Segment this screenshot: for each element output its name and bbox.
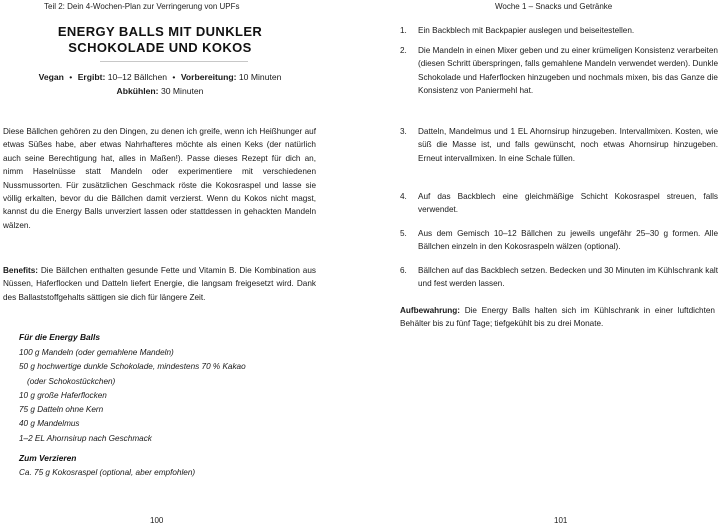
method-step xyxy=(400,190,718,217)
decor-item: Ca. 75 g Kokosraspel (optional, aber empfohlen) xyxy=(19,468,196,477)
left-running-head: Teil 2: Dein 4-Wochen-Plan zur Verringerung von UPFs xyxy=(44,2,240,11)
ingredient-item: 100 g Mandeln (oder gemahlene Mandeln) xyxy=(19,348,174,357)
step-number: 5. xyxy=(400,229,407,238)
ingredient-item: 50 g hochwertige dunkle Schokolade, mindestens 70 % Kakao xyxy=(19,362,246,372)
ingredient-item: 10 g große Haferflocken xyxy=(19,390,107,400)
meta-prep-label: Vorbereitung: xyxy=(180,72,237,82)
benefits-text: Die Bällchen enthalten gesunde Fette und Vitamin B. Die Kombination aus Nüssen, Haferflocken und Datteln liefert Energie, die langsam freigesetzt wird. Dank des Ballaststoffgehalts sättigen sie dich für längere Zeit. xyxy=(3,266,316,302)
storage-label: Aufbewahrung: xyxy=(400,306,461,315)
recipe-title-line-2: SCHOKOLADE UND KOKOS xyxy=(68,40,252,55)
ingredients-heading: Für die Energy Balls xyxy=(19,332,100,342)
decor-list xyxy=(19,466,195,480)
ingredient-item: 75 g Datteln ohne Kern xyxy=(19,405,104,415)
left-page-number: 100 xyxy=(150,516,164,525)
method-step xyxy=(400,44,718,98)
bullet-separator: • xyxy=(172,72,176,82)
benefits-label: Benefits: xyxy=(3,266,39,275)
storage-paragraph xyxy=(400,304,715,331)
step-text: Auf das Backblech eine gleichmäßige Schicht Kokosraspel streuen, falls verwendet. xyxy=(418,192,718,215)
ingredient-item: (oder Schokostückchen) xyxy=(27,376,116,386)
recipe-title xyxy=(40,24,280,56)
meta-chill-label: Abkühlen: xyxy=(116,86,159,96)
step-text: Aus dem Gemisch 10–12 Bällchen zu jeweils ungefähr 25–30 g formen. Alle Bällchen einzeln in den Kokosraspeln wälzen (optional). xyxy=(418,229,718,252)
storage-text: Die Energy Balls halten sich im Kühlschrank in einer luftdichten Behälter bis zu fünf Tage; tiefgekühlt bis zu drei Monate. xyxy=(400,306,715,329)
meta-prep-value: 10 Minuten xyxy=(238,72,282,82)
title-divider xyxy=(100,61,248,62)
ingredient-item: 1–2 EL Ahornsirup nach Geschmack xyxy=(19,433,152,443)
step-text: Bällchen auf das Backblech setzen. Bedecken und 30 Minuten im Kühlschrank kalt und fest werden lassen. xyxy=(418,266,718,289)
step-number: 4. xyxy=(400,192,407,201)
meta-vegan: Vegan xyxy=(38,72,64,82)
meta-yield-value: 10–12 Bällchen xyxy=(107,72,168,82)
meta-yield-label: Ergibt: xyxy=(77,72,106,82)
step-text: Ein Backblech mit Backpapier auslegen und beiseitestellen. xyxy=(418,26,635,35)
meta-line-2 xyxy=(10,84,310,98)
recipe-title-line-1: ENERGY BALLS MIT DUNKLER xyxy=(57,24,263,39)
bullet-separator: • xyxy=(69,72,73,82)
benefits-paragraph xyxy=(3,264,316,304)
method-step xyxy=(400,227,718,254)
meta-chill-value: 30 Minuten xyxy=(160,86,204,96)
step-number: 2. xyxy=(400,46,407,55)
ingredient-item: 40 g Mandelmus xyxy=(19,419,80,429)
right-page xyxy=(360,0,720,525)
right-running-head: Woche 1 – Snacks und Getränke xyxy=(495,2,613,11)
method-step xyxy=(400,264,718,291)
decor-heading: Zum Verzieren xyxy=(19,453,77,463)
step-number: 1. xyxy=(400,26,407,35)
method-step xyxy=(400,24,718,37)
method-step xyxy=(400,125,718,165)
step-text: Datteln, Mandelmus und 1 EL Ahornsirup hinzugeben. Intervallmixen. Kosten, wie süß die Masse ist, und falls gewünscht, noch etwas Ahornsirup hinzugeben. Erneut intervallmixen. In eine Schale füllen. xyxy=(418,127,718,163)
step-text: Die Mandeln in einen Mixer geben und zu einer krümeligen Konsistenz verarbeiten (diesen Schritt überspringen, falls gemahlene Mandeln verwendet werden). Dunkle Schokolade und Haferflocken hinzugeben und nochmals mixen, bis das Ganze die Konsistenz von Paniermehl hat. xyxy=(418,46,718,96)
meta-line-1 xyxy=(10,70,310,84)
step-number: 3. xyxy=(400,127,407,136)
recipe-meta xyxy=(10,70,310,98)
step-number: 6. xyxy=(400,266,407,275)
ingredients-list xyxy=(19,346,246,446)
right-page-number: 101 xyxy=(554,516,568,525)
intro-paragraph: Diese Bällchen gehören zu den Dingen, zu denen ich greife, wenn ich Heißhunger auf etwas Süßes habe, aber etwas Nahrhafteres möchte als einen Keks (der natürlich auch seine Berechtigung hat, alles in Maßen!). Passe dieses Rezept für dich an, nimm Haselnüsse statt Mandeln oder experimentiere mit verschiedenen Nussmussorten. Für zusätzlichen Geschmack röste die Kokosraspel und lasse sie völlig erkalten, bevor du die Bällchen damit verzierst. Wenn du Kokos nicht magst, kannst du die Energy Balls unverziert lassen oder stattdessen in gehackten Mandeln wälzen. xyxy=(3,127,316,230)
